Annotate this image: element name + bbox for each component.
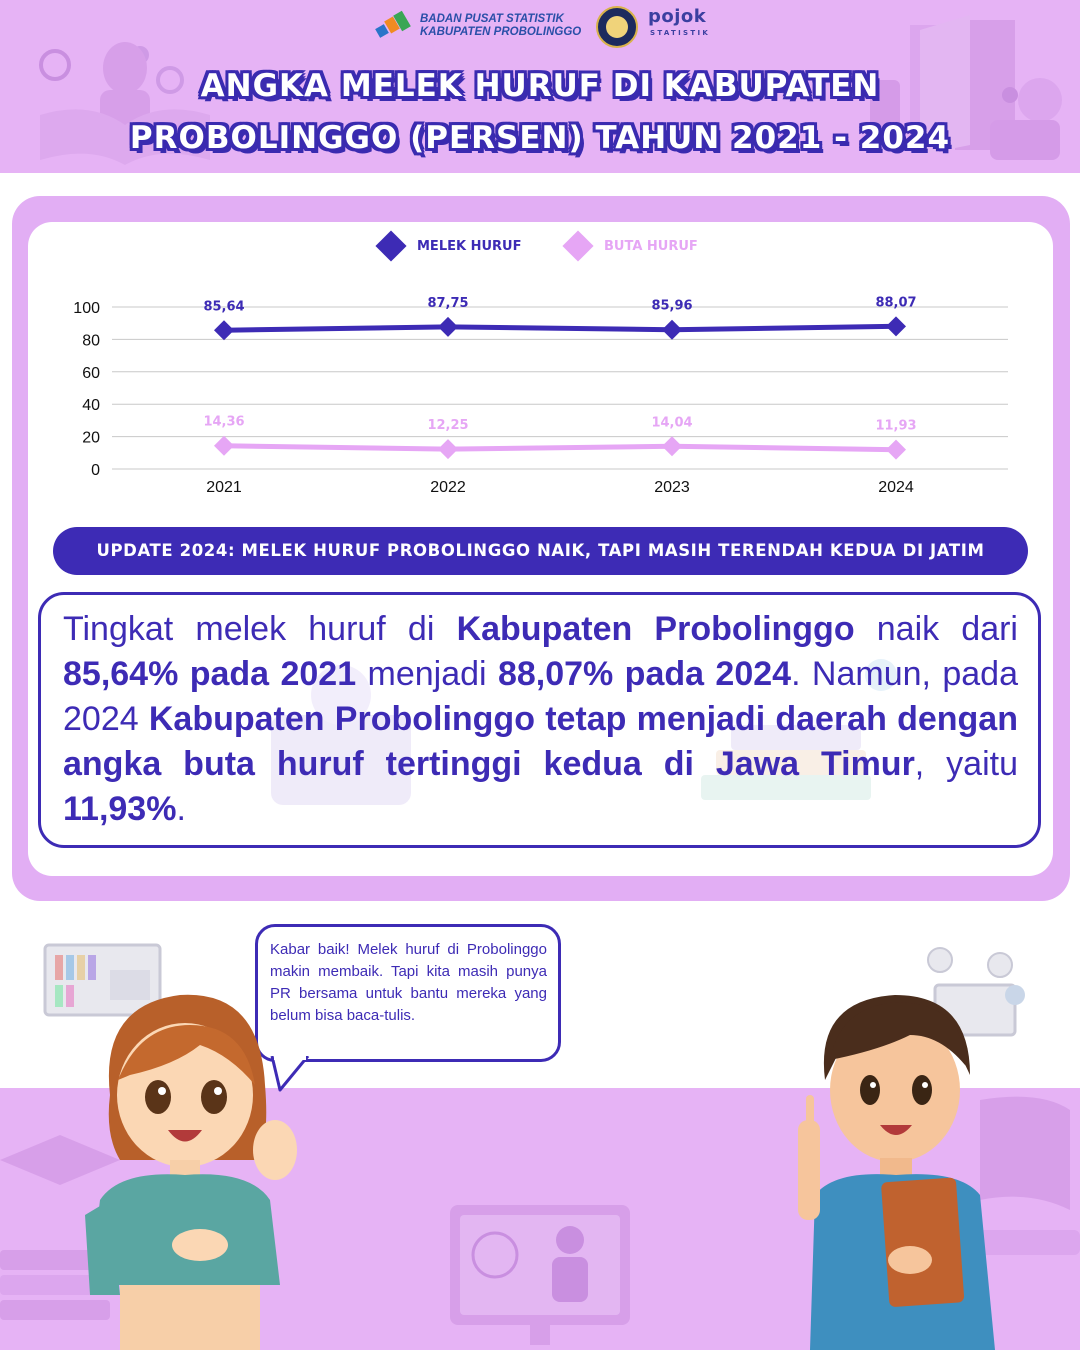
series-line (224, 326, 896, 330)
data-point-marker (662, 320, 682, 340)
line-chart (60, 285, 1030, 510)
data-label: 85,96 (651, 298, 693, 314)
description-highlight: Kabupaten Probolinggo tetap menjadi daerah dengan angka buta huruf tertinggi kedua di Jawa Timur (63, 700, 1018, 783)
data-point-marker (662, 436, 682, 456)
description-highlight: 85,64% pada 2021 (63, 655, 357, 693)
description-segment: naik dari (854, 610, 1018, 648)
description-segment: . (176, 790, 186, 828)
speech-text: Kabar baik! Melek huruf di Probolinggo makin membaik. Tapi kita masih punya PR bersama untuk bantu mereka yang belum bisa baca-tulis. (270, 941, 547, 1024)
pojok-statistik-logo: pojok (648, 6, 707, 27)
y-tick-label: 40 (82, 397, 100, 415)
pojok-statistik-subtitle: STATISTIK (650, 29, 711, 37)
page-title-line1: ANGKA MELEK HURUF DI KABUPATEN (200, 68, 880, 104)
legend-label-buta-huruf: BUTA HURUF (604, 239, 698, 254)
data-point-marker (438, 439, 458, 459)
organization-name-line1: BADAN PUSAT STATISTIK (420, 13, 564, 25)
online-class-illustration (440, 1195, 640, 1350)
data-point-marker (886, 440, 906, 460)
data-label: 12,25 (427, 418, 469, 434)
girl-character-illustration (80, 985, 320, 1350)
y-tick-label: 0 (91, 462, 100, 479)
data-point-marker (438, 317, 458, 337)
x-tick-label: 2023 (654, 479, 690, 496)
description-segment: menjadi (356, 655, 498, 693)
description-segment: , yaitu (914, 745, 1018, 783)
data-label: 14,04 (651, 415, 693, 431)
data-point-marker (214, 320, 234, 340)
description-highlight: 88,07% pada 2024 (497, 655, 792, 693)
x-tick-label: 2022 (430, 479, 466, 496)
y-tick-label: 100 (73, 300, 100, 317)
x-tick-label: 2024 (878, 479, 914, 496)
description-text (63, 607, 1018, 832)
description-segment: . Namun, pada 2024 (63, 655, 1019, 738)
description-highlight: Kabupaten Probolinggo (456, 610, 855, 648)
bps-logo-icon (375, 10, 415, 44)
legend-label-melek-huruf: MELEK HURUF (417, 239, 522, 254)
data-point-marker (214, 436, 234, 456)
header (0, 0, 1080, 173)
page-title-line2: PROBOLINGGO (PERSEN) TAHUN 2021 - 2024 (129, 120, 951, 156)
y-tick-label: 20 (82, 429, 100, 447)
data-label: 85,64 (203, 299, 245, 315)
data-label: 88,07 (875, 295, 917, 311)
page-title (0, 60, 1080, 164)
description-segment: Tingkat melek huruf di (63, 610, 457, 648)
regency-seal-icon (596, 6, 638, 48)
organization-name (420, 13, 581, 39)
boy-character-illustration (780, 980, 1020, 1350)
y-tick-label: 60 (82, 364, 100, 382)
description-box (38, 592, 1041, 848)
x-tick-label: 2021 (206, 479, 242, 496)
description-highlight: 11,93% (63, 790, 177, 828)
update-banner: UPDATE 2024: MELEK HURUF PROBOLINGGO NAIK, TAPI MASIH TERENDAH KEDUA DI JATIM (53, 527, 1028, 575)
y-tick-label: 80 (82, 332, 100, 350)
data-label: 11,93 (875, 418, 917, 434)
organization-name-line2: KABUPATEN PROBOLINGGO (420, 26, 582, 38)
data-label: 14,36 (203, 414, 245, 430)
logo-row (0, 4, 1080, 52)
data-point-marker (886, 316, 906, 336)
series-line (224, 446, 896, 450)
data-label: 87,75 (427, 295, 469, 311)
